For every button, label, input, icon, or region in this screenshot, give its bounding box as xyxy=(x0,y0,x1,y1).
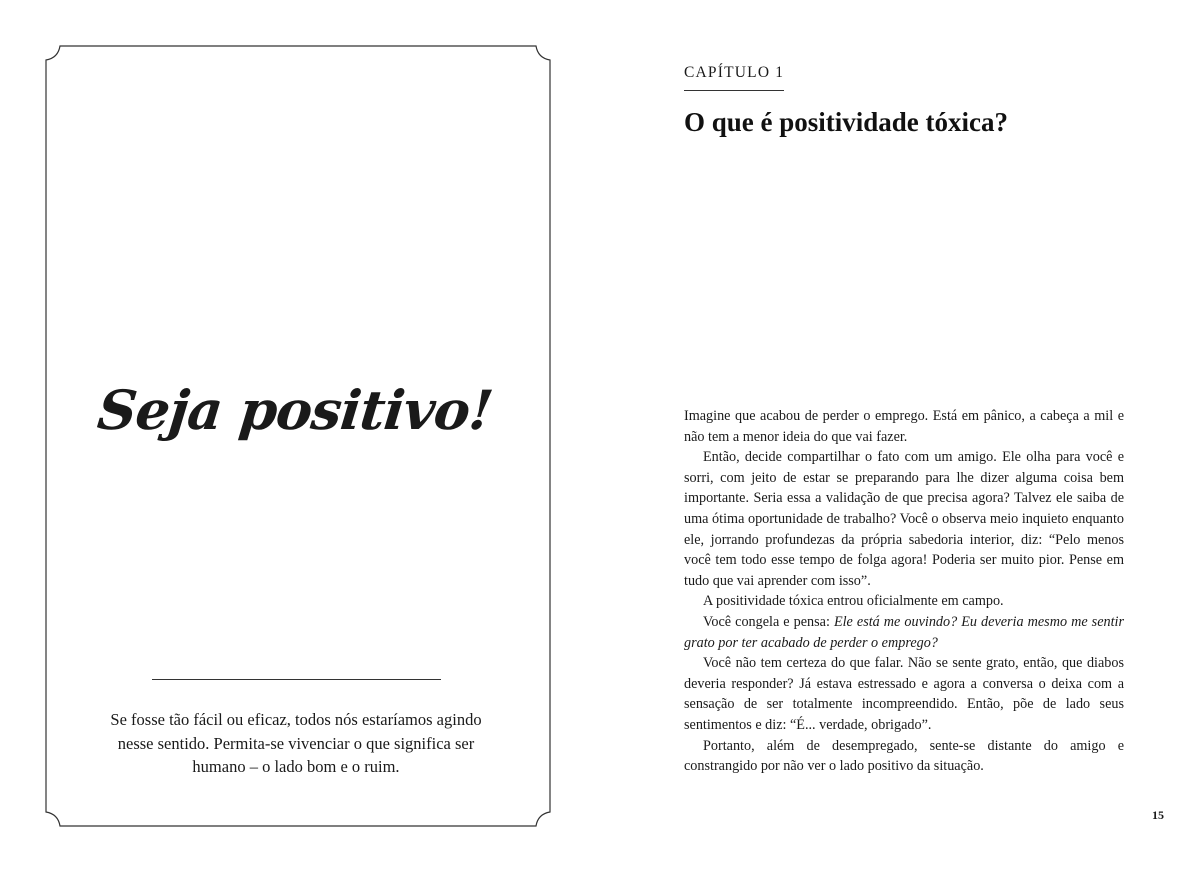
chapter-underline xyxy=(684,90,784,91)
body-paragraph xyxy=(684,447,1124,591)
caption-text: Se fosse tão fácil ou eficaz, todos nós estaríamos agindo nesse sentido. Permita-se vivenciar o que significa ser humano – o lado bom e o ruim. xyxy=(110,710,482,776)
page-number: 15 xyxy=(1152,808,1164,822)
chapter-title: O que é positividade tóxica? xyxy=(684,107,1009,137)
paragraph-text: Imagine que acabou de perder o emprego. Está em pânico, a cabeça a mil e não tem a menor ideia do que vai fazer. xyxy=(684,408,1124,445)
body-paragraph xyxy=(684,612,1124,653)
body-paragraph xyxy=(684,653,1124,735)
divider-rule xyxy=(152,679,441,680)
paragraph-text: Então, decide compartilhar o fato com um amigo. Ele olha para você e sorri, com jeito de estar se preparando para lhe dizer alguma coisa bem importante. Seria essa a validação de que precisa agora? Talvez ele saiba de uma ótima oportunidade de trabalho? Você o observa meio inquieto enquanto ele, jorrando profundezas da própria sabedoria interior, diz: “Pelo menos você tem todo esse tempo de folga agora! Poderia ser muito pior. Pense em tudo que vai aprender com isso”. xyxy=(684,449,1124,589)
italic-thought: Ele está me ouvindo? Eu deveria mesmo me sentir grato por ter acabado de perder o emprego? xyxy=(684,613,1124,651)
body-paragraph xyxy=(684,736,1124,777)
headline-script: Seja positivo! xyxy=(94,378,496,442)
paragraph-text: Você congela e pensa: xyxy=(703,613,834,630)
body-paragraph xyxy=(684,591,1124,612)
body-text xyxy=(684,406,1124,777)
body-paragraph xyxy=(684,406,1124,447)
paragraph-text: Portanto, além de desempregado, sente-se distante do amigo e constrangido por não ver o lado positivo da situação. xyxy=(684,737,1124,775)
paragraph-text: Você não tem certeza do que falar. Não se sente grato, então, que diabos deveria responder? Já estava estressado e agora a conversa o deixa com a sensação de ser totalmente incompreendido. Então, põe de lado seus sentimentos e diz: “É... verdade, obrigado”. xyxy=(684,655,1124,733)
paragraph-text: A positividade tóxica entrou oficialmente em campo. xyxy=(703,593,1004,610)
chapter-label: CAPÍTULO 1 xyxy=(684,64,785,81)
